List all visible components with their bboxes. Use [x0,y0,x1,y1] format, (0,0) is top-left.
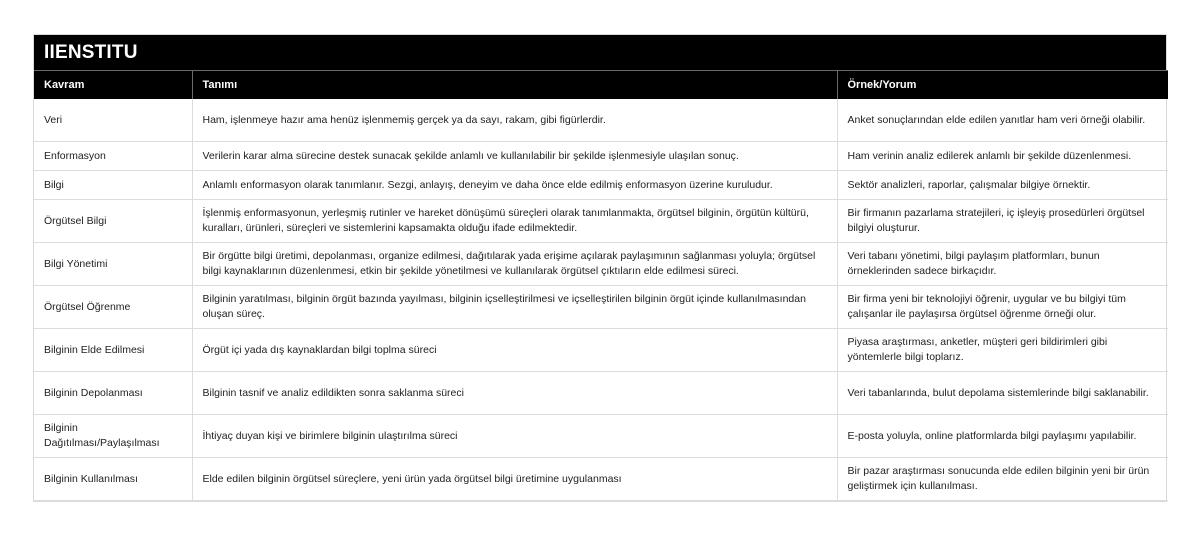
cell-kavram: Bilginin Elde Edilmesi [34,329,192,372]
cell-tanimi: Ham, işlenmeye hazır ama henüz işlenmemiş gerçek ya da sayı, rakam, gibi figürlerdir. [192,99,837,142]
cell-kavram: Enformasyon [34,142,192,171]
cell-ornek: Sektör analizleri, raporlar, çalışmalar bilgiye örnektir. [837,171,1168,200]
cell-kavram: Bilginin Depolanması [34,372,192,415]
header-ornek-yorum: Örnek/Yorum [837,71,1168,100]
cell-kavram: Örgütsel Öğrenme [34,286,192,329]
table-row [34,286,1168,329]
concept-table [34,70,1168,501]
cell-ornek: E-posta yoluyla, online platformlarda bilgi paylaşımı yapılabilir. [837,415,1168,458]
cell-tanimi: Bilginin yaratılması, bilginin örgüt bazında yayılması, bilginin içselleştirilmesi ve içselleştirilen bilginin örgüt içinde kullanılmasından oluşan süreç. [192,286,837,329]
cell-ornek: Veri tabanlarında, bulut depolama sistemlerinde bilgi saklanabilir. [837,372,1168,415]
cell-ornek: Piyasa araştırması, anketler, müşteri geri bildirimleri gibi yöntemlerle bilgi toplarız. [837,329,1168,372]
cell-ornek: Bir pazar araştırması sonucunda elde edilen bilginin yeni bir ürün geliştirmek için kullanılması. [837,458,1168,501]
cell-tanimi: Verilerin karar alma sürecine destek sunacak şekilde anlamlı ve kullanılabilir bir şekilde işlenmesiyle ulaşılan sonuç. [192,142,837,171]
table-row [34,372,1168,415]
table-row [34,99,1168,142]
cell-ornek: Veri tabanı yönetimi, bilgi paylaşım platformları, bunun örneklerinden sadece birkaçıdır. [837,243,1168,286]
table-header-row [34,71,1168,100]
cell-kavram: Bilgi [34,171,192,200]
cell-kavram: Bilginin Kullanılması [34,458,192,501]
cell-kavram: Bilgi Yönetimi [34,243,192,286]
cell-tanimi: Bir örgütte bilgi üretimi, depolanması, organize edilmesi, dağıtılarak yada erişime açılarak paylaşımının sağlanması yoluyla; örgütsel bilgi kaynaklarının düzenlenmesi, etkin bir şekilde yönetilmesi ve kullanılarak örgütsel çıktıların elde edilmesi süreci. [192,243,837,286]
cell-tanimi: Elde edilen bilginin örgütsel süreçlere, yeni ürün yada örgütsel bilgi üretimine uygulanması [192,458,837,501]
cell-tanimi: Bilginin tasnif ve analiz edildikten sonra saklanma süreci [192,372,837,415]
cell-kavram: Örgütsel Bilgi [34,200,192,243]
cell-ornek: Bir firmanın pazarlama stratejileri, iç işleyiş prosedürleri örgütsel bilgiyi oluşturur. [837,200,1168,243]
concept-table-card [33,34,1167,502]
table-row [34,415,1168,458]
header-tanimi: Tanımı [192,71,837,100]
table-row [34,243,1168,286]
cell-tanimi: Anlamlı enformasyon olarak tanımlanır. Sezgi, anlayış, deneyim ve daha önce elde edilmiş enformasyon üzerine kuruludur. [192,171,837,200]
table-row [34,200,1168,243]
cell-kavram: Veri [34,99,192,142]
table-row [34,329,1168,372]
cell-ornek: Bir firma yeni bir teknolojiyi öğrenir, uygular ve bu bilgiyi tüm çalışanlar ile paylaşırsa örgütsel öğrenme örneği olur. [837,286,1168,329]
cell-ornek: Anket sonuçlarından elde edilen yanıtlar ham veri örneği olabilir. [837,99,1168,142]
table-row [34,142,1168,171]
table-row [34,458,1168,501]
header-kavram: Kavram [34,71,192,100]
cell-kavram: Bilginin Dağıtılması/Paylaşılması [34,415,192,458]
cell-ornek: Ham verinin analiz edilerek anlamlı bir şekilde düzenlenmesi. [837,142,1168,171]
table-row [34,171,1168,200]
brand-title: IIENSTITU [34,35,1166,70]
cell-tanimi: İşlenmiş enformasyonun, yerleşmiş rutinler ve hareket dönüşümü süreçleri olarak tanımlanmakta, örgütsel bilginin, örgütün kültürü, kuralları, ürünleri, süreçleri ve sistemlerini kapsamakta olduğu ifade edilmektedir. [192,200,837,243]
cell-tanimi: Örgüt içi yada dış kaynaklardan bilgi toplma süreci [192,329,837,372]
cell-tanimi: İhtiyaç duyan kişi ve birimlere bilginin ulaştırılma süreci [192,415,837,458]
